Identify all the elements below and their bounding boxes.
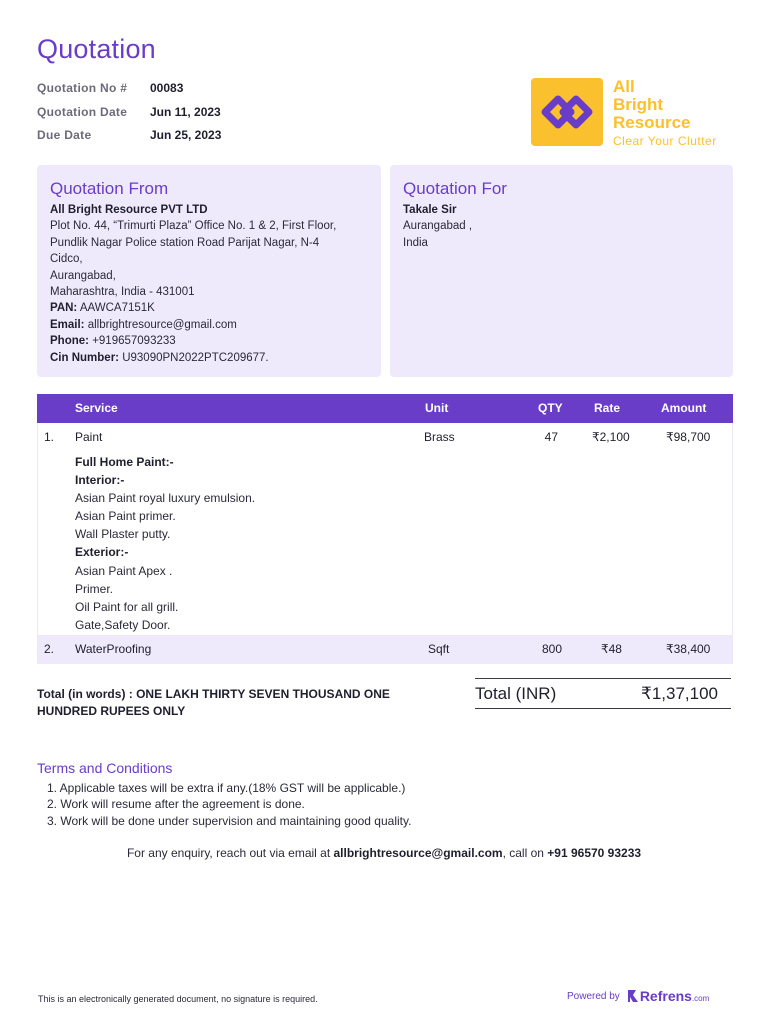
- total-in-words: Total (in words) : ONE LAKH THIRTY SEVEN THOUSAND ONE HUNDRED RUPEES ONLY: [37, 687, 390, 718]
- quotation-for-body: [403, 202, 472, 251]
- total-label: Total (INR): [475, 684, 557, 703]
- quotation-from-card: [37, 165, 381, 377]
- description-line: Wall Plaster putty.: [75, 527, 171, 542]
- header-service: Service: [75, 401, 118, 415]
- terms-item: 1. Applicable taxes will be extra if any.(18% GST will be applicable.): [47, 781, 406, 795]
- row-rate: ₹2,100: [592, 430, 630, 444]
- from-address-line: Aurangabad,: [50, 269, 116, 282]
- cin-value: U93090PN2022PTC209677.: [122, 351, 269, 364]
- email-label: Email:: [50, 318, 85, 331]
- for-address-line: India: [403, 236, 428, 249]
- powered-by[interactable]: [567, 988, 709, 1004]
- due-date-value: Jun 25, 2023: [150, 128, 222, 142]
- quotation-from-heading: Quotation From: [50, 179, 169, 198]
- enquiry-phone[interactable]: +91 96570 93233: [547, 846, 642, 860]
- terms-heading: Terms and Conditions: [37, 760, 173, 776]
- from-address-line: Cidco,: [50, 253, 83, 266]
- description-line: Primer.: [75, 581, 114, 596]
- description-line: Oil Paint for all grill.: [75, 599, 179, 614]
- phone-label: Phone:: [50, 335, 89, 348]
- row-number: 1.: [44, 430, 55, 444]
- description-line: Exterior:-: [75, 545, 129, 560]
- from-cin: [50, 350, 336, 366]
- quotation-number-value: 00083: [150, 81, 184, 95]
- company-logo: [531, 78, 731, 150]
- from-email: [50, 317, 336, 333]
- enquiry-prefix: For any enquiry, reach out via email at: [126, 846, 334, 860]
- logo-mark-icon: [531, 78, 603, 146]
- quotation-for-heading: Quotation For: [403, 179, 507, 198]
- for-name: Takale Sir: [403, 204, 457, 216]
- quotation-number-label: Quotation No #: [37, 81, 128, 95]
- email-value: allbrightresource@gmail.com: [87, 318, 237, 331]
- logo-line-1: All: [613, 77, 635, 96]
- header-amount: Amount: [661, 401, 707, 415]
- due-date-label: Due Date: [37, 128, 92, 142]
- row-unit: Brass: [424, 430, 455, 444]
- row-service: WaterProofing: [75, 642, 152, 656]
- quotation-date-row: [37, 105, 221, 119]
- logo-line-3: Resource: [613, 113, 691, 132]
- footer-note: This is an electronically generated document, no signature is required.: [38, 994, 318, 1004]
- phone-value: +919657093233: [92, 335, 176, 348]
- row-number: 2.: [44, 642, 55, 656]
- row-amount: ₹38,400: [666, 642, 711, 656]
- powered-by-label: Powered by: [567, 990, 620, 1002]
- row-amount: ₹98,700: [666, 430, 711, 444]
- enquiry-line: [0, 846, 768, 860]
- description-line: Interior:-: [75, 473, 125, 488]
- table-row: [37, 635, 733, 664]
- from-phone: [50, 333, 336, 349]
- header-unit: Unit: [425, 401, 449, 415]
- enquiry-mid: , call on: [502, 846, 548, 860]
- description-line: Asian Paint royal luxury emulsion.: [75, 491, 256, 506]
- logo-wordmark: [613, 78, 690, 132]
- description-line: Full Home Paint:-: [75, 455, 174, 469]
- from-address-line: Maharashtra, India - 431001: [50, 286, 195, 299]
- table-header: [37, 394, 733, 423]
- terms-list: [47, 780, 411, 829]
- terms-item: 2. Work will resume after the agreement is done.: [47, 797, 305, 812]
- row-qty: 47: [544, 430, 558, 444]
- from-address-line: Plot No. 44, “Trimurti Plaza” Office No. 1 & 2, First Floor,: [50, 220, 337, 233]
- total-divider-top: [475, 678, 731, 679]
- quotation-for-card: [390, 165, 733, 377]
- quotation-date-value: Jun 11, 2023: [150, 105, 221, 119]
- from-address-line: Pundlik Nagar Police station Road Parijat Nagar, N-4: [50, 236, 320, 249]
- row-qty: 800: [541, 642, 562, 656]
- refrens-icon: [626, 989, 640, 1003]
- description-line: Asian Paint primer.: [75, 509, 176, 524]
- total-divider-bottom: [475, 708, 731, 709]
- table-row: [37, 423, 733, 635]
- total-value: ₹1,37,100: [641, 684, 718, 703]
- row-rate: ₹48: [601, 642, 622, 656]
- logo-tagline: Clear Your Clutter: [613, 134, 717, 148]
- quotation-number-row: [37, 81, 183, 95]
- refrens-suffix: .com: [691, 994, 710, 1003]
- for-address-line: Aurangabad ,: [403, 220, 473, 233]
- due-date-row: [37, 128, 221, 142]
- from-company: All Bright Resource PVT LTD: [50, 204, 208, 216]
- from-pan: [50, 300, 336, 316]
- refrens-brand: Refrens: [639, 988, 692, 1004]
- header-rate: Rate: [594, 401, 621, 415]
- terms-item: 3. Work will be done under supervision and maintaining good quality.: [47, 813, 412, 828]
- page-title: Quotation: [37, 34, 156, 64]
- description-line: Gate,Safety Door.: [75, 617, 171, 632]
- pan-value: AAWCA7151K: [79, 302, 155, 315]
- logo-line-2: Bright: [613, 95, 664, 114]
- quotation-date-label: Quotation Date: [37, 105, 128, 119]
- header-qty: QTY: [538, 401, 563, 415]
- refrens-logo: [626, 988, 709, 1004]
- quotation-from-body: [50, 202, 336, 366]
- row-description: [75, 453, 255, 634]
- description-line: Asian Paint Apex .: [75, 563, 173, 578]
- enquiry-email[interactable]: allbrightresource@gmail.com: [333, 846, 503, 860]
- row-service: Paint: [75, 430, 103, 444]
- pan-label: PAN:: [50, 302, 78, 315]
- row-unit: Sqft: [428, 642, 450, 656]
- cin-label: Cin Number:: [50, 351, 119, 364]
